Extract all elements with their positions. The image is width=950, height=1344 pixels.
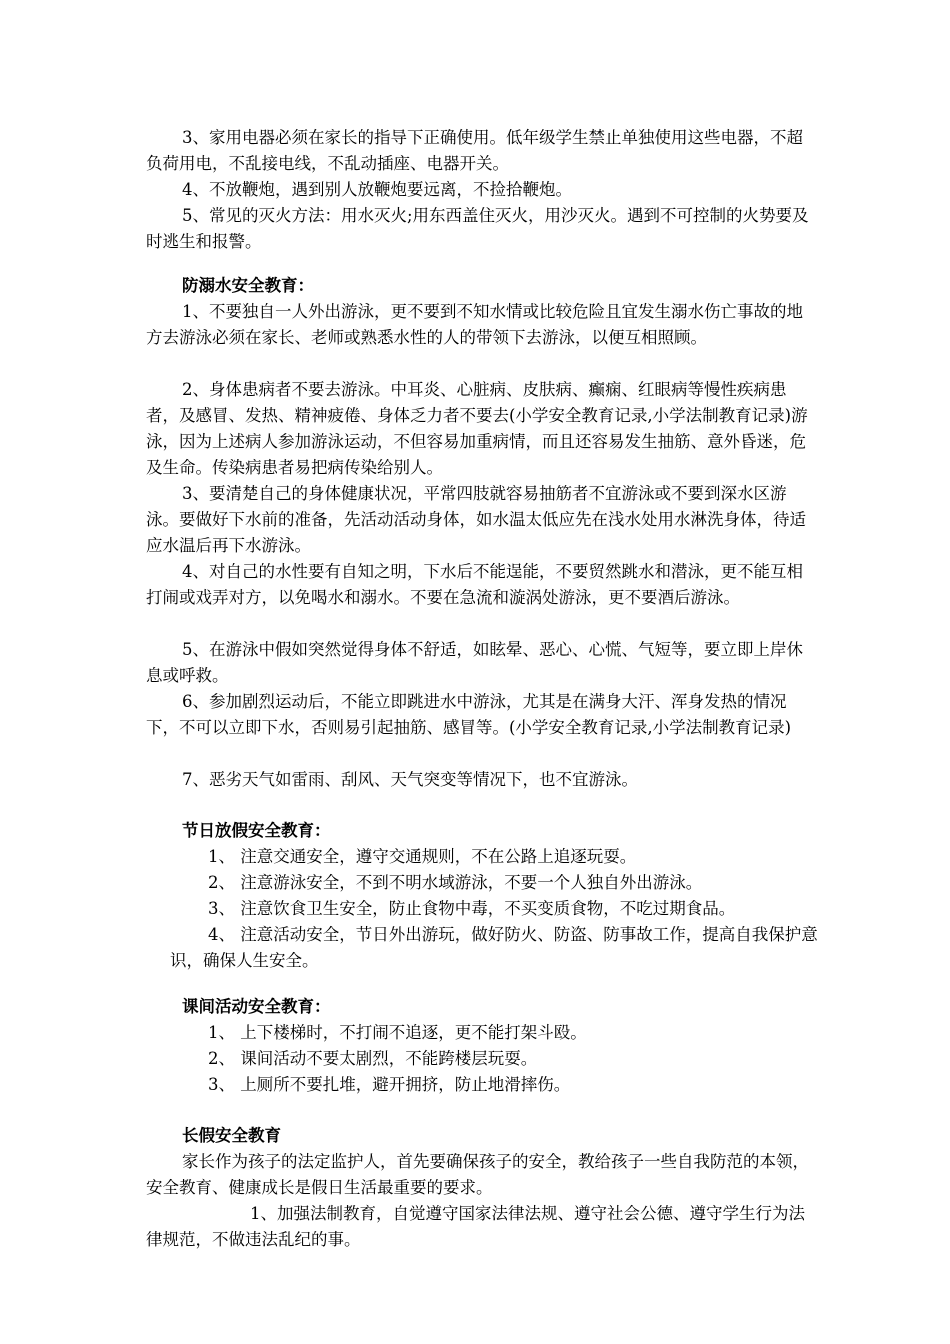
break-item-2: 2、 课间活动不要太剧烈，不能跨楼层玩耍。	[208, 1049, 538, 1068]
holiday-item-3: 3、 注意饮食卫生安全，防止食物中毒，不买变质食物，不吃过期食品。	[208, 899, 736, 918]
drowning-item-1: 1、不要独自一人外出游泳，更不要到不知水情或比较危险且宜发生溺水伤亡事故的地方去游泳必须在家长、老师或熟悉水性的人的带领下去游泳，以便互相照顾。	[146, 302, 803, 347]
drowning-item-3: 3、要清楚自己的身体健康状况，平常四肢就容易抽筋者不宜游泳或不要到深水区游泳。要做好下水前的准备，先活动活动身体，如水温太低应先在浅水处用水淋洗身体，待适应水温后再下水游泳。	[146, 484, 806, 555]
holiday-item-4: 4、 注意活动安全，节日外出游玩，做好防火、防盗、防事故工作，提高自我保护意识，确保人生安全。	[170, 925, 818, 970]
fire-item-5: 5、常见的灭火方法：用水灭火;用东西盖住灭火，用沙灭火。遇到不可控制的火势要及时逃生和报警。	[146, 206, 809, 251]
drowning-item-2: 2、身体患病者不要去游泳。中耳炎、心脏病、皮肤病、癫痫、红眼病等慢性疾病患者，及感冒、发热、精神疲倦、身体乏力者不要去(小学安全教育记录,小学法制教育记录)游泳，因为上述病人参加游泳运动，不但容易加重病情，而且还容易发生抽筋、意外昏迷，危及生命。传染病患者易把病传染给别人。	[146, 380, 808, 477]
holiday-heading: 节日放假安全教育：	[182, 821, 331, 840]
drowning-heading: 防溺水安全教育：	[182, 276, 314, 295]
long-holiday-heading: 长假安全教育	[182, 1126, 281, 1145]
break-item-1: 1、 上下楼梯时，不打闹不追逐，更不能打架斗殴。	[208, 1023, 587, 1042]
fire-item-3: 3、家用电器必须在家长的指导下正确使用。低年级学生禁止单独使用这些电器，不超负荷用电，不乱接电线，不乱动插座、电器开关。	[146, 128, 803, 173]
drowning-item-7: 7、恶劣天气如雷雨、刮风、天气突变等情况下，也不宜游泳。	[182, 770, 638, 789]
holiday-item-2: 2、 注意游泳安全，不到不明水域游泳，不要一个人独自外出游泳。	[208, 873, 703, 892]
drowning-item-5: 5、在游泳中假如突然觉得身体不舒适，如眩晕、恶心、心慌、气短等，要立即上岸休息或呼救。	[146, 640, 803, 685]
break-heading: 课间活动安全教育：	[182, 997, 331, 1016]
fire-item-4: 4、不放鞭炮，遇到别人放鞭炮要远离，不捡拾鞭炮。	[182, 180, 572, 199]
drowning-item-6: 6、参加剧烈运动后，不能立即跳进水中游泳，尤其是在满身大汗、浑身发热的情况下，不可以立即下水，否则易引起抽筋、感冒等。(小学安全教育记录,小学法制教育记录)	[146, 692, 792, 737]
drowning-item-4: 4、对自己的水性要有自知之明，下水后不能逞能，不要贸然跳水和潜泳，更不能互相打闹或戏弄对方，以免喝水和溺水。不要在急流和漩涡处游泳，更不要酒后游泳。	[146, 562, 803, 607]
long-holiday-item-1: 1、加强法制教育，自觉遵守国家法律法规、遵守社会公德、遵守学生行为法律规范，不做违法乱纪的事。	[146, 1204, 805, 1249]
break-item-3: 3、 上厕所不要扎堆，避开拥挤，防止地滑摔伤。	[208, 1075, 571, 1094]
long-holiday-intro: 家长作为孩子的法定监护人，首先要确保孩子的安全，教给孩子一些自我防范的本领，安全教育、健康成长是假日生活最重要的要求。	[146, 1152, 809, 1197]
holiday-item-1: 1、 注意交通安全，遵守交通规则，不在公路上追逐玩耍。	[208, 847, 637, 866]
